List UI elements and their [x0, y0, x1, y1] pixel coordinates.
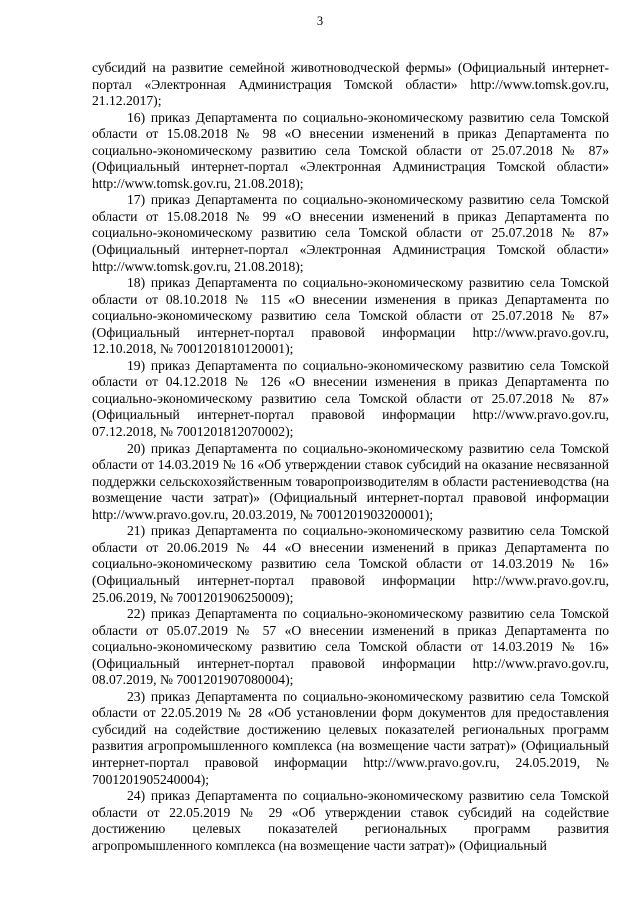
list-item-19: 19) приказ Департамента по социально-экономическому развитию села Томской области от 04.12.2018 № 126 «О внесении изменения в приказ Департамента по социально-экономическому развитию села Томской области от 25.07.2018 № 87» (Официальный интернет-портал правовой информации http://www.pravo.gov.ru, 07.12.2018, № 7001201812070002); [92, 357, 609, 440]
list-item-20: 20) приказ Департамента по социально-экономическому развитию села Томской области от 14.03.2019 № 16 «Об утверждении ставок субсидий на оказание несвязанной поддержки сельскохозяйственным товаропроизводителям в области растениеводства (на возмещение части затрат)» (Официальный интернет-портал правовой информации http://www.pravo.gov.ru, 20.03.2019, № 7001201903200001); [92, 440, 609, 522]
list-item-23: 23) приказ Департамента по социально-экономическому развитию села Томской области от 22.05.2019 № 28 «Об установлении форм документов для предоставления субсидий на содействие достижению целевых показателей региональных программ развития агропромышленного комплекса (на возмещение части затрат)» (Официальный интернет-портал правовой информации http://www.pravo.gov.ru, 24.05.2019, № 7001201905240004); [92, 688, 609, 787]
list-item-16: 16) приказ Департамента по социально-экономическому развитию села Томской области от 15.08.2018 № 98 «О внесении изменений в приказ Департамента по социально-экономическому развитию села Томской области от 25.07.2018 № 87» (Официальный интернет-портал «Электронная Администрация Томской области» http://www.tomsk.gov.ru, 21.08.2018); [92, 109, 609, 191]
page-number: 3 [316, 14, 324, 28]
list-item-18: 18) приказ Департамента по социально-экономическому развитию села Томской области от 08.10.2018 № 115 «О внесении изменения в приказ Департамента по социально-экономическому развитию села Томской области от 25.07.2018 № 87» (Официальный интернет-портал правовой информации http://www.pravo.gov.ru, 12.10.2018, № 7001201810120001); [92, 275, 609, 357]
list-item-17: 17) приказ Департамента по социально-экономическому развитию села Томской области от 15.08.2018 № 99 «О внесении изменений в приказ Департамента по социально-экономическому развитию села Томской области от 25.07.2018 № 87» (Официальный интернет-портал «Электронная Администрация Томской области» http://www.tomsk.gov.ru, 21.08.2018); [92, 192, 609, 274]
list-item-22: 22) приказ Департамента по социально-экономическому развитию села Томской области от 05.07.2019 № 57 «О внесении изменений в приказ Департамента по социально-экономическому развитию села Томской области от 14.03.2019 № 16» (Официальный интернет-портал правовой информации http://www.pravo.gov.ru, 08.07.2019, № 7001201907080004); [92, 606, 609, 688]
document-body [92, 60, 609, 854]
list-item-21: 21) приказ Департамента по социально-экономическому развитию села Томской области от 20.06.2019 № 44 «О внесении изменений в приказ Департамента по социально-экономическому развитию села Томской области от 14.03.2019 № 16» (Официальный интернет-портал правовой информации http://www.pravo.gov.ru, 25.06.2019, № 7001201906250009); [92, 523, 609, 605]
list-item-24: 24) приказ Департамента по социально-экономическому развитию села Томской области от 22.05.2019 № 29 «Об утверждении ставок субсидий на содействие достижению целевых показателей региональных программ развития агропромышленного комплекса (на возмещение части затрат)» (Официальный [92, 788, 609, 853]
paragraph-continuation: субсидий на развитие семейной животноводческой фермы» (Официальный интернет-портал «Электронная Администрация Томской области» http://www.tomsk.gov.ru, 21.12.2017); [92, 60, 609, 109]
